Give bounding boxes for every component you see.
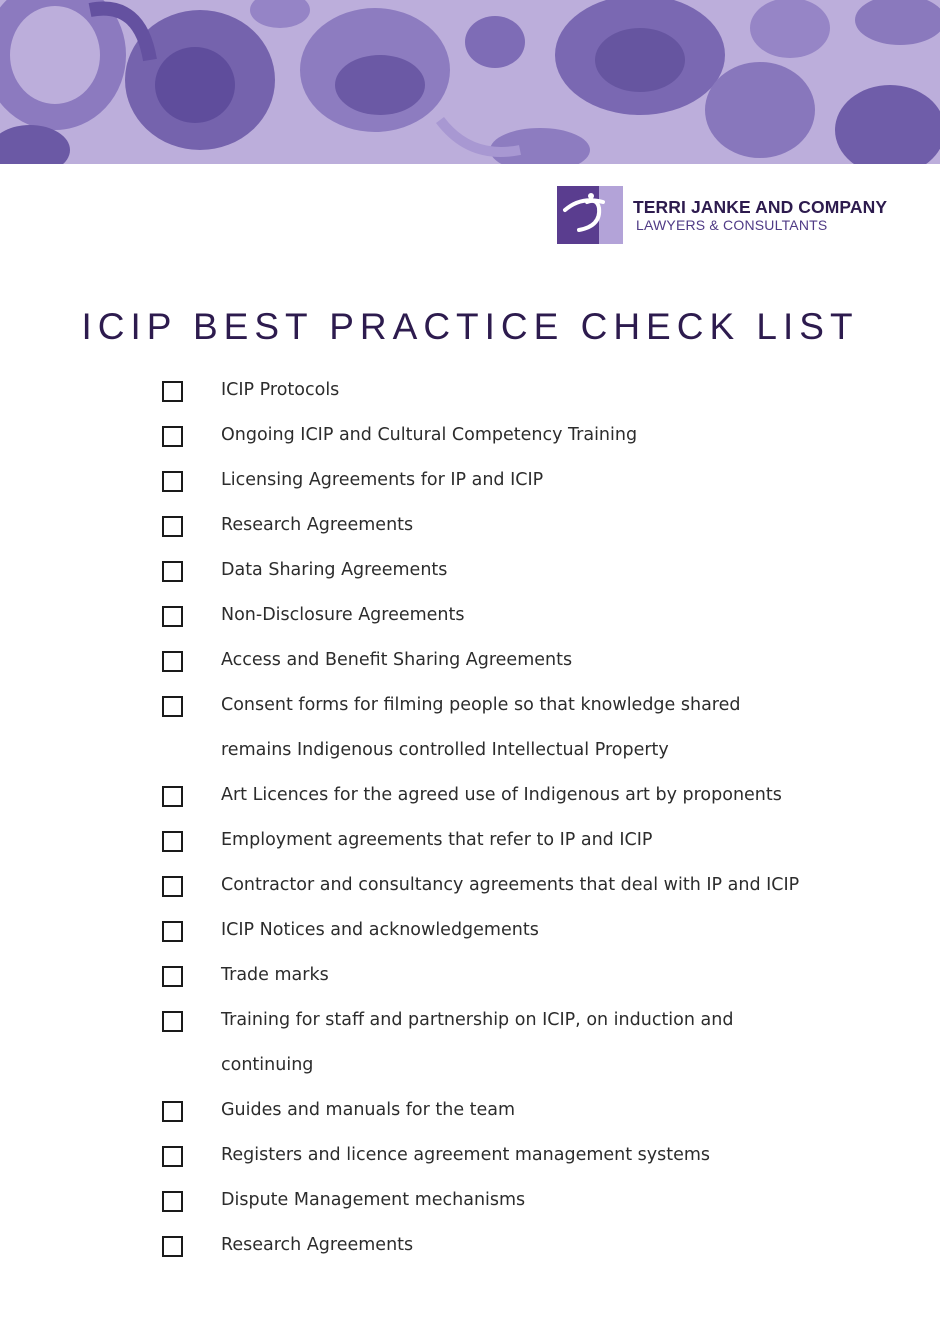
checklist-checkbox[interactable] (162, 516, 183, 537)
checklist-item-line: Guides and manuals for the team (221, 1100, 516, 1120)
checklist-item-line: Training for staff and partnership on ICIP, on induction and (221, 1010, 734, 1030)
checklist-checkbox[interactable] (162, 471, 183, 492)
checklist-checkbox[interactable] (162, 696, 183, 717)
checklist-item-label (221, 503, 413, 548)
checklist-checkbox[interactable] (162, 1236, 183, 1257)
checklist-item (162, 368, 802, 413)
checklist-checkbox[interactable] (162, 426, 183, 447)
checklist-item-label (221, 998, 733, 1088)
checklist (162, 368, 802, 1268)
checklist-item (162, 1223, 802, 1268)
checklist-item-line: ICIP Notices and acknowledgements (221, 920, 539, 940)
checklist-item-label (221, 773, 782, 818)
checklist-item-label (221, 413, 637, 458)
page-title: ICIP BEST PRACTICE CHECK LIST (81, 306, 859, 347)
checklist-checkbox[interactable] (162, 651, 183, 672)
checklist-item-line: Registers and licence agreement management systems (221, 1145, 711, 1165)
checklist-checkbox[interactable] (162, 606, 183, 627)
checklist-item-label (221, 953, 329, 998)
checklist-item-label (221, 368, 339, 413)
checklist-item-label (221, 638, 572, 683)
checklist-item-line: Research Agreements (221, 1235, 414, 1255)
checklist-item-line: ICIP Protocols (221, 380, 340, 400)
checklist-item-label (221, 1223, 413, 1268)
checklist-checkbox[interactable] (162, 561, 183, 582)
painted-circles-artwork (0, 0, 940, 164)
checklist-checkbox[interactable] (162, 786, 183, 807)
company-tagline: LAWYERS & CONSULTANTS (636, 216, 828, 233)
checklist-item-line: Research Agreements (221, 515, 414, 535)
checklist-checkbox[interactable] (162, 1191, 183, 1212)
checklist-item-label (221, 818, 652, 863)
checklist-item-line: Dispute Management mechanisms (221, 1190, 526, 1210)
checklist-item-line: Art Licences for the agreed use of Indigenous art by proponents (221, 785, 782, 805)
company-logo (557, 186, 887, 244)
checklist-checkbox[interactable] (162, 966, 183, 987)
checklist-item-line: Consent forms for filming people so that knowledge shared (221, 695, 741, 715)
checklist-checkbox[interactable] (162, 1146, 183, 1167)
checklist-checkbox[interactable] (162, 381, 183, 402)
checklist-item-label (221, 1133, 710, 1178)
checklist-item (162, 638, 802, 683)
checklist-item-label (221, 683, 741, 773)
checklist-item (162, 1088, 802, 1133)
checklist-item (162, 1178, 802, 1223)
checklist-item (162, 818, 802, 863)
checklist-item (162, 458, 802, 503)
checklist-item-line: Licensing Agreements for IP and ICIP (221, 470, 544, 490)
checklist-item (162, 908, 802, 953)
checklist-item (162, 413, 802, 458)
stylised-figure-logo-icon (557, 186, 623, 244)
checklist-checkbox[interactable] (162, 1101, 183, 1122)
checklist-item-line: Contractor and consultancy agreements that deal with IP and ICIP (221, 875, 800, 895)
checklist-item-line: Access and Benefit Sharing Agreements (221, 650, 573, 670)
checklist-item-label (221, 1088, 515, 1133)
checklist-item (162, 773, 802, 818)
checklist-item-label (221, 908, 539, 953)
checklist-item (162, 548, 802, 593)
checklist-checkbox[interactable] (162, 921, 183, 942)
checklist-item (162, 863, 802, 908)
checklist-checkbox[interactable] (162, 876, 183, 897)
checklist-item-line: Ongoing ICIP and Cultural Competency Training (221, 425, 638, 445)
checklist-item-label (221, 458, 543, 503)
company-name: TERRI JANKE AND COMPANY (633, 196, 888, 217)
checklist-item (162, 593, 802, 638)
checklist-item-label (221, 593, 465, 638)
checklist-item (162, 1133, 802, 1178)
checklist-item-line: continuing (221, 1055, 314, 1075)
checklist-item-label (221, 548, 447, 593)
checklist-item (162, 998, 802, 1088)
checklist-item (162, 683, 802, 773)
checklist-item (162, 503, 802, 548)
checklist-item-label (221, 863, 799, 908)
checklist-checkbox[interactable] (162, 831, 183, 852)
checklist-item-label (221, 1178, 525, 1223)
checklist-item-line: Trade marks (221, 965, 329, 985)
checklist-item-line: Non-Disclosure Agreements (221, 605, 465, 625)
checklist-item (162, 953, 802, 998)
checklist-item-line: remains Indigenous controlled Intellectual Property (221, 740, 669, 760)
checklist-item-line: Employment agreements that refer to IP and ICIP (221, 830, 653, 850)
checklist-checkbox[interactable] (162, 1011, 183, 1032)
checklist-item-line: Data Sharing Agreements (221, 560, 448, 580)
decorative-banner (0, 0, 940, 164)
